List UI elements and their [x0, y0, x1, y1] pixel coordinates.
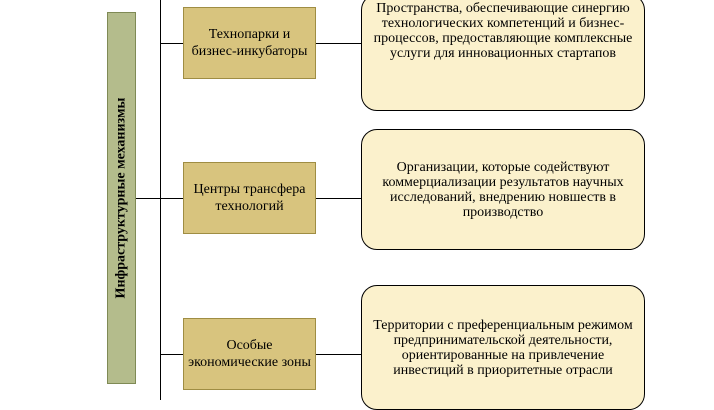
category-node-economic-zones	[183, 318, 316, 390]
branch-line-1	[160, 43, 183, 44]
root-label: Инфраструктурные механизмы	[113, 97, 129, 299]
description-text: Организации, которые содействуют коммерциализации результатов научных исследований, внедрению новшеств в производство	[382, 159, 624, 220]
category-label: Центры трансфера технологий	[193, 182, 306, 214]
description-text: Пространства, обеспечивающие синергию технологических компетенций и бизнес-процессов, предоставляющие комплексные услуги для инновационных стартапов	[373, 1, 633, 61]
description-node-transfer-centers	[361, 129, 645, 250]
link-line-3	[316, 354, 361, 355]
description-node-technoparks	[361, 0, 645, 111]
category-node-transfer-centers	[183, 162, 316, 234]
category-label: Особые экономические зоны	[188, 338, 311, 370]
category-label: Технопарки и бизнес-инкубаторы	[191, 27, 308, 59]
description-node-economic-zones	[361, 285, 645, 410]
branch-line-2	[160, 198, 183, 199]
root-connector-line	[136, 198, 161, 199]
link-line-1	[316, 43, 361, 44]
branch-line-3	[160, 354, 183, 355]
description-text: Территории с преференциальным режимом предпринимательской деятельности, ориентированные на привлечение инвестиций в приоритетные отрасли	[373, 317, 633, 378]
category-node-technoparks	[183, 7, 316, 79]
spine-line	[160, 0, 161, 400]
link-line-2	[316, 198, 361, 199]
root-node	[107, 12, 136, 384]
